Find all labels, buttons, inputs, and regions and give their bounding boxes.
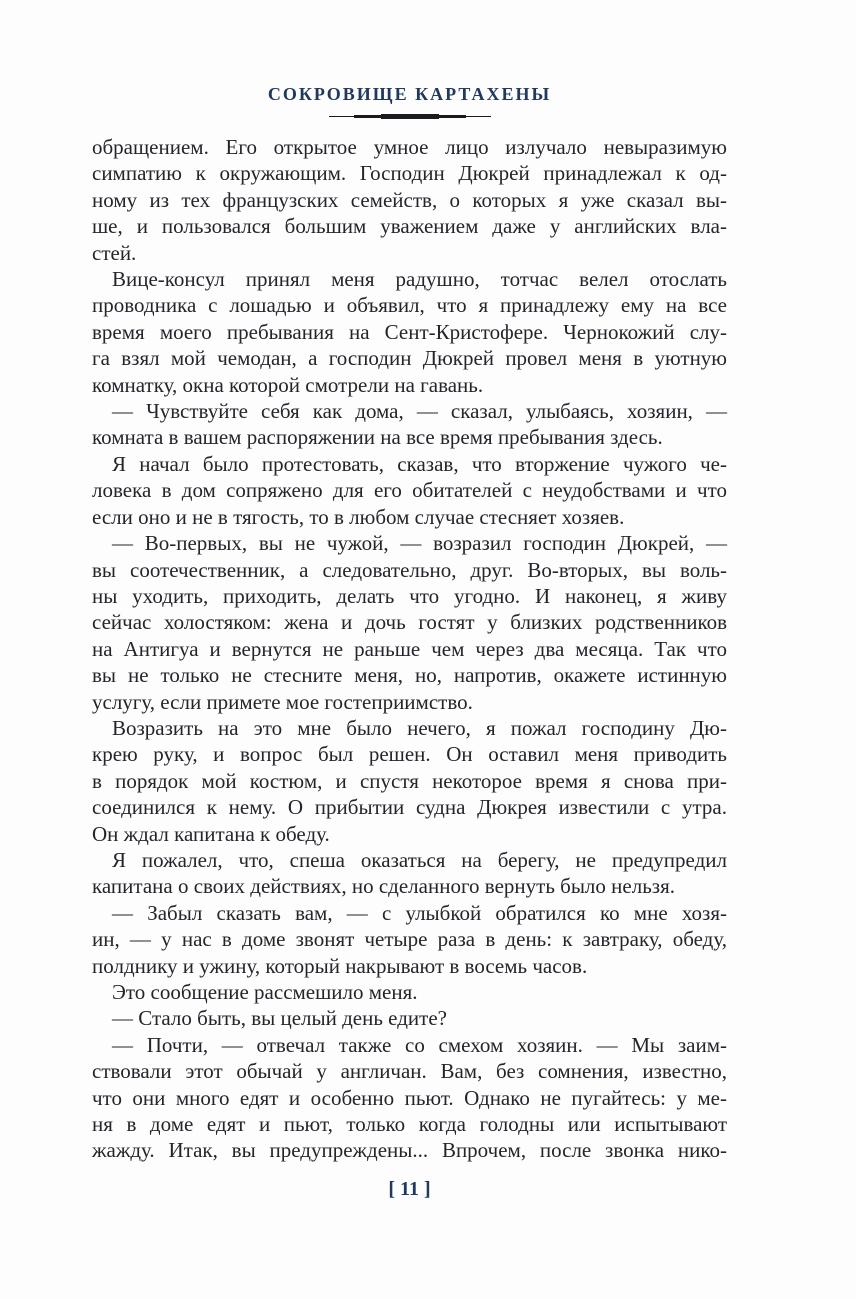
- text-line: симпатию к окружающим. Господин Дюкрей принадлежал к од-: [92, 161, 727, 186]
- text-line: ному из тех французских семейств, о которых я уже сказал вы-: [92, 187, 727, 212]
- text-line: Он ждал капитана к обеду.: [92, 821, 330, 846]
- text-line: Это сообщение рассмешило меня.: [112, 980, 418, 1004]
- paragraph: [92, 847, 727, 900]
- paragraph: [92, 715, 727, 847]
- text-line: ня в доме едят и пьют, только когда голодны или испытывают: [92, 1112, 727, 1137]
- paragraph: [92, 266, 727, 398]
- text-line: время моего пребывания на Сент-Кристофере. Чернокожий слу-: [92, 319, 727, 344]
- text-line: Я начал было протестовать, сказав, что вторжение чужого че-: [112, 451, 727, 476]
- text-line: — Стало быть, вы целый день едите?: [112, 1006, 447, 1031]
- text-line: если оно и не в тягость, то в любом случае стесняет хозяев.: [92, 504, 625, 529]
- paragraph: [92, 134, 727, 266]
- text-line: на Антигуа и вернутся не раньше чем через два месяца. Так что: [92, 636, 727, 661]
- text-line: ловека в дом сопряжено для его обитателей с неудобствами и что: [92, 478, 727, 503]
- running-head: СОКРОВИЩЕ КАРТАХЕНЫ: [267, 84, 552, 104]
- text-line: обращением. Его открытое умное лицо излучало невыразимую: [92, 135, 727, 159]
- text-line: Я пожалел, что, спеша оказаться на берегу, не предупредил: [112, 847, 727, 872]
- text-line: комнатку, окна которой смотрели на гавань.: [92, 372, 484, 397]
- text-line: ше, и пользовался большим уважением даже у английских вла-: [92, 214, 727, 239]
- text-line: — Почти, — отвечал также со смехом хозяин. — Мы заим-: [112, 1032, 727, 1057]
- text-line: — Чувствуйте себя как дома, — сказал, улыбаясь, хозяин, —: [112, 399, 727, 424]
- paragraph: [92, 530, 727, 715]
- ornament-thick-rule: [381, 114, 439, 119]
- paragraph: [92, 900, 727, 979]
- text-line: крею руку, и вопрос был решен. Он оставил меня приводить: [92, 742, 727, 767]
- text-line: ствовали этот обычай у англичан. Вам, без сомнения, известно,: [92, 1059, 727, 1084]
- text-line: сейчас холостяком: жена и дочь гостят у близких родственников: [92, 610, 727, 635]
- text-line: стей.: [92, 240, 137, 265]
- page-text: [92, 134, 727, 1164]
- text-line: жажду. Итак, вы предупреждены... Впрочем, после звонка нико-: [92, 1138, 727, 1163]
- text-line: услугу, если примете мое гостеприимство.: [92, 689, 473, 714]
- text-line: ны уходить, приходить, делать что угодно. И наконец, я живу: [92, 583, 727, 608]
- text-line: га взял мой чемодан, а господин Дюкрей провел меня в уютную: [92, 346, 727, 371]
- text-line: полднику и ужину, который накрывают в восемь часов.: [92, 953, 588, 978]
- text-line: комната в вашем распоряжении на все время пребывания здесь.: [92, 425, 663, 450]
- paragraph: [92, 398, 727, 451]
- text-line: Возразить на это мне было нечего, я пожал господину Дю-: [112, 715, 727, 740]
- text-line: в порядок мой костюм, и спустя некоторое время я снова при-: [92, 768, 727, 793]
- text-line: Вице-консул принял меня радушно, тотчас велел отослать: [112, 267, 727, 292]
- paragraph: [92, 1032, 727, 1164]
- text-column: [92, 0, 727, 1201]
- text-line: соединился к нему. О прибытии судна Дюкрея известили с утра.: [92, 795, 727, 820]
- text-line: что они много едят и особенно пьют. Однако не пугайтесь: у ме-: [92, 1085, 727, 1110]
- text-line: ин, — у нас в доме звонят четыре раза в день: к завтраку, обеду,: [92, 927, 727, 952]
- text-line: — Во-первых, вы не чужой, — возразил господин Дюкрей, —: [112, 531, 727, 556]
- page-number: [ 11 ]: [388, 1177, 431, 1200]
- text-line: — Забыл сказать вам, — с улыбкой обратился ко мне хозя-: [112, 900, 727, 925]
- paragraph: [92, 451, 727, 530]
- text-line: вы не только не стесните меня, но, напротив, окажете истинную: [92, 663, 727, 688]
- paragraph: [92, 979, 727, 1005]
- text-line: проводника с лошадью и объявил, что я принадлежу ему на все: [92, 293, 727, 318]
- divider-ornament: [329, 114, 491, 119]
- text-line: вы соотечественник, а следовательно, друг. Во-вторых, вы воль-: [92, 557, 727, 582]
- text-line: капитана о своих действиях, но сделанного вернуть было нельзя.: [92, 874, 675, 899]
- paragraph: [92, 1005, 727, 1031]
